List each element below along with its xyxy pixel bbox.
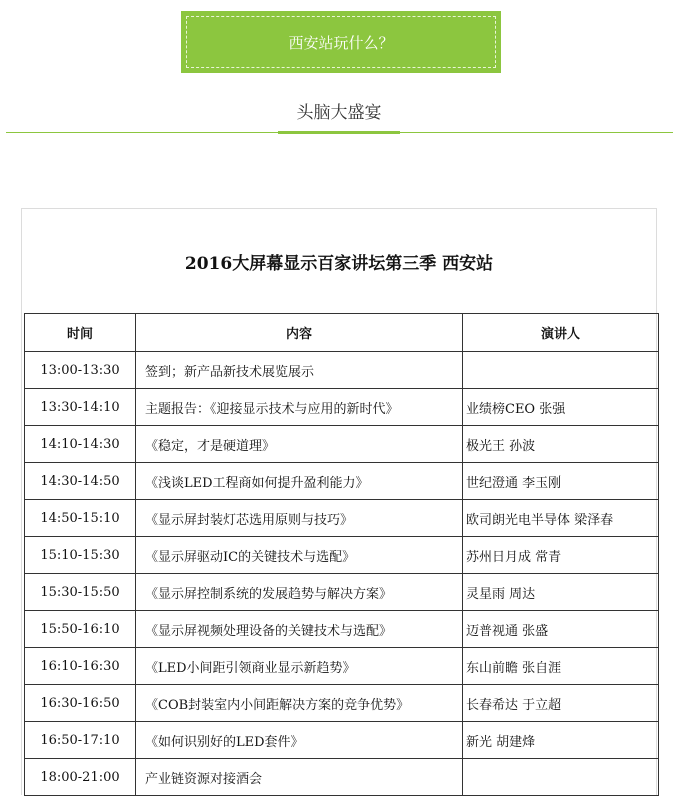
table-row xyxy=(25,352,659,389)
cell-content: 主题报告：《迎接显示技术与应用的新时代》 xyxy=(136,389,463,426)
cell-time: 18:00-21:00 xyxy=(25,759,136,796)
cell-content: 签到；新产品新技术展览展示 xyxy=(136,352,463,389)
cell-content: 《稳定，才是硬道理》 xyxy=(136,426,463,463)
cell-time: 15:30-15:50 xyxy=(25,574,136,611)
header-time: 时间 xyxy=(25,314,136,352)
cell-time: 14:30-14:50 xyxy=(25,463,136,500)
header-content: 内容 xyxy=(136,314,463,352)
cell-speaker: 世纪澄通 李玉刚 xyxy=(463,463,659,500)
cell-speaker: 长春希达 于立超 xyxy=(463,685,659,722)
table-row xyxy=(25,500,659,537)
cell-content: 《显示屏封装灯芯选用原则与技巧》 xyxy=(136,500,463,537)
banner[interactable] xyxy=(181,11,501,73)
table-row xyxy=(25,537,659,574)
schedule-table xyxy=(24,313,659,796)
cell-content: 《显示屏视频处理设备的关键技术与选配》 xyxy=(136,611,463,648)
table-row xyxy=(25,574,659,611)
cell-speaker: 东山前瞻 张自涯 xyxy=(463,648,659,685)
cell-time: 15:50-16:10 xyxy=(25,611,136,648)
table-row xyxy=(25,648,659,685)
schedule-title: 2016大屏幕显示百家讲坛第三季 西安站 xyxy=(184,253,494,274)
section-divider xyxy=(6,132,673,133)
cell-speaker: 迈普视通 张盛 xyxy=(463,611,659,648)
cell-content: 产业链资源对接酒会 xyxy=(136,759,463,796)
cell-time: 15:10-15:30 xyxy=(25,537,136,574)
table-row xyxy=(25,426,659,463)
table-row xyxy=(25,759,659,796)
cell-time: 16:30-16:50 xyxy=(25,685,136,722)
table-row xyxy=(25,611,659,648)
schedule-card xyxy=(21,208,657,795)
cell-time: 13:00-13:30 xyxy=(25,352,136,389)
cell-speaker xyxy=(463,759,659,796)
cell-content: 《浅谈LED工程商如何提升盈利能力》 xyxy=(136,463,463,500)
cell-speaker: 苏州日月成 常青 xyxy=(463,537,659,574)
table-header-row xyxy=(25,314,659,352)
cell-content: 《如何识别好的LED套件》 xyxy=(136,722,463,759)
section-title: 头脑大盛宴 xyxy=(278,98,400,134)
cell-speaker xyxy=(463,352,659,389)
table-row xyxy=(25,722,659,759)
cell-content: 《显示屏控制系统的发展趋势与解决方案》 xyxy=(136,574,463,611)
table-row xyxy=(25,389,659,426)
header-speaker: 演讲人 xyxy=(463,314,659,352)
cell-time: 14:10-14:30 xyxy=(25,426,136,463)
table-row xyxy=(25,463,659,500)
cell-time: 14:50-15:10 xyxy=(25,500,136,537)
cell-content: 《显示屏驱动IC的关键技术与选配》 xyxy=(136,537,463,574)
banner-label[interactable]: 西安站玩什么？ xyxy=(186,16,496,68)
cell-speaker: 新光 胡建烽 xyxy=(463,722,659,759)
cell-speaker: 欧司朗光电半导体 梁泽春 xyxy=(463,500,659,537)
cell-speaker: 业绩榜CEO 张强 xyxy=(463,389,659,426)
cell-content: 《LED小间距引领商业显示新趋势》 xyxy=(136,648,463,685)
table-row xyxy=(25,685,659,722)
cell-speaker: 极光王 孙波 xyxy=(463,426,659,463)
cell-time: 16:10-16:30 xyxy=(25,648,136,685)
cell-speaker: 灵星雨 周达 xyxy=(463,574,659,611)
cell-time: 13:30-14:10 xyxy=(25,389,136,426)
cell-time: 16:50-17:10 xyxy=(25,722,136,759)
cell-content: 《COB封装室内小间距解决方案的竞争优势》 xyxy=(136,685,463,722)
